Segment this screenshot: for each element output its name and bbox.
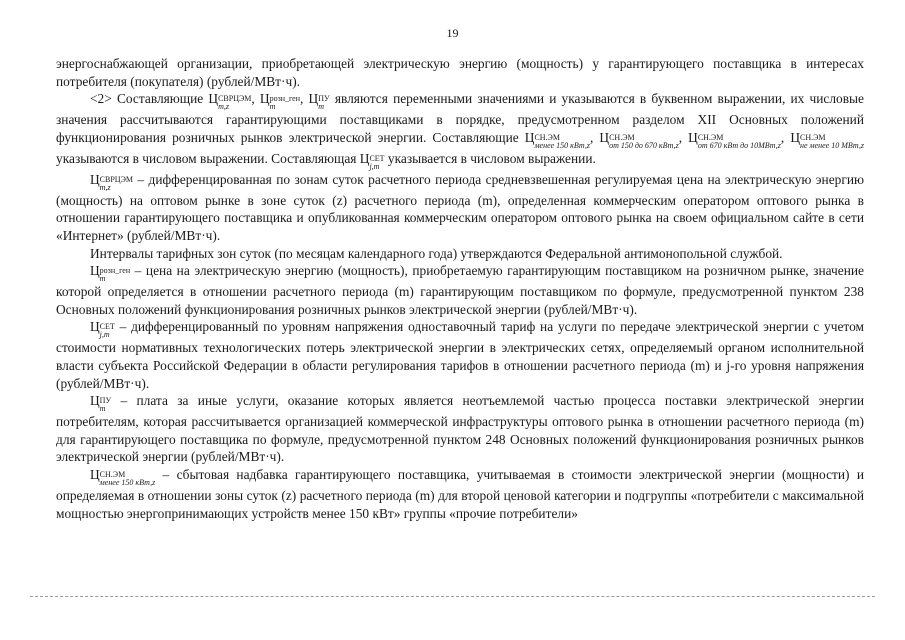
paragraph-4: Интервалы тарифных зон суток (по месяцам календарного года) утверждаются Федеральной антимонопольной службой. [90, 245, 783, 261]
paragraph-2: <2> Составляющие Ц СВРЦЭМ m,z , Ц розн_ген m , Ц ПУ m являются переменными значениями и указываются в буквенном выражении, их числовые значения рассчитываются гарантирующими поставщиками в порядке, предусмотренном разделом XII Основных положений функционирования розничных рынков электрической энергии. Составляющие Ц СН.ЭМ менее 150 кВт,z , Ц СН.ЭМ от 150 до 670 кВт,z , Ц СН.ЭМ от 670 кВт до 10МВт,z , Ц СН.ЭМ не менее 10 МВт,z указываются в числовом выражении. Составляющая Ц СЕТ j,m указывается в числовом выражении. [56, 91, 865, 171]
page-number: 19 [446, 26, 459, 40]
symbol-c-pu-def: Ц ПУ m [90, 393, 112, 414]
symbol-c-rozn-gen-def: Ц розн_ген m [90, 263, 131, 284]
page-bottom-divider [30, 596, 875, 597]
paragraph-5: Ц розн_ген m – цена на электрическую энергию (мощность), приобретаемую гарантирующим поставщиком на розничном рынке, значение которой определяется в отношении расчетного периода (m) гарантирующим поставщиком по формуле, предусмотренной пунктом 238 Основных положений функционирования розничных рынков электрической энергии (рублей/МВт·ч). [56, 263, 864, 317]
symbol-c-set: Ц СЕТ j,m [359, 150, 385, 171]
symbol-c-snem-10: Ц СН.ЭМ не менее 10 МВт,z [790, 129, 864, 150]
paragraph-6: Ц СЕТ j,m – дифференцированный по уровням напряжения одноставочный тариф на услуги по передаче электрической энергии с учетом стоимости нормативных технологических потерь электрической энергии в электрических сетях, определяемый органом исполнительной власти субъекта Российской Федерации в области регулирования тарифов в отношении расчетного периода (m) и j-го уровня напряжения (рублей/МВт·ч). [56, 319, 864, 391]
symbol-c-set-def: Ц СЕТ j,m [90, 319, 115, 340]
symbol-c-snem-150-670: Ц СН.ЭМ от 150 до 670 кВт,z [599, 129, 679, 150]
paragraph-3: Ц СВРЦЭМ m,z – дифференцированная по зонам суток расчетного периода средневзвешенная регулируемая цена на электрическую энергию (мощность) на оптовом рынке в зоне суток (z) расчетного периода (m), определенная коммерческим оператором оптового рынка в отношении гарантирующего поставщика и опубликованная коммерческим оператором оптового рынка на своем официальном сайте в сети «Интернет» (рублей/МВт·ч). [56, 171, 864, 243]
symbol-c-pu: Ц ПУ m [308, 91, 330, 112]
symbol-c-rozn-gen: Ц розн_ген m [259, 91, 301, 112]
paragraph-1: энергоснабжающей организации, приобретающей электрическую энергию (мощность) у гарантирующего поставщика в интересах потребителя (покупателя) (рублей/МВт·ч). [56, 56, 864, 89]
paragraph-7: Ц ПУ m – плата за иные услуги, оказание которых является неотъемлемой частью процесса поставки электрической энергии потребителям, которая рассчитывается организацией коммерческой инфраструктуры оптового рынка в отношении расчетного периода (m) для гарантирующего поставщика по формуле, предусмотренной пунктом 248 Основных положений функционирования розничных рынков электрической энергии (рублей/МВт·ч). [56, 393, 864, 465]
symbol-c-snem-less150: Ц СН.ЭМ менее 150 кВт,z [524, 129, 590, 150]
document-body [56, 55, 864, 522]
symbol-c-svrtsem: Ц СВРЦЭМ m,z [208, 91, 252, 112]
paragraph-8: Ц СН.ЭМ менее 150 кВт,z – сбытовая надбавка гарантирующего поставщика, учитываемая в стоимости электрической энергии (мощности) и определяемая в отношении зоны суток (z) расчетного периода (m) для второй ценовой категории и подгруппы «потребители с максимальной мощностью энергопринимающих устройств менее 150 кВт» группы «прочие потребители» [56, 466, 864, 521]
symbol-c-snem-less150-def: Ц СН.ЭМ менее 150 кВт,z [90, 466, 156, 487]
symbol-c-svrtsem-def: Ц СВРЦЭМ m,z [90, 171, 133, 192]
symbol-c-snem-670-10: Ц СН.ЭМ от 670 кВт до 10МВт,z [688, 129, 781, 150]
